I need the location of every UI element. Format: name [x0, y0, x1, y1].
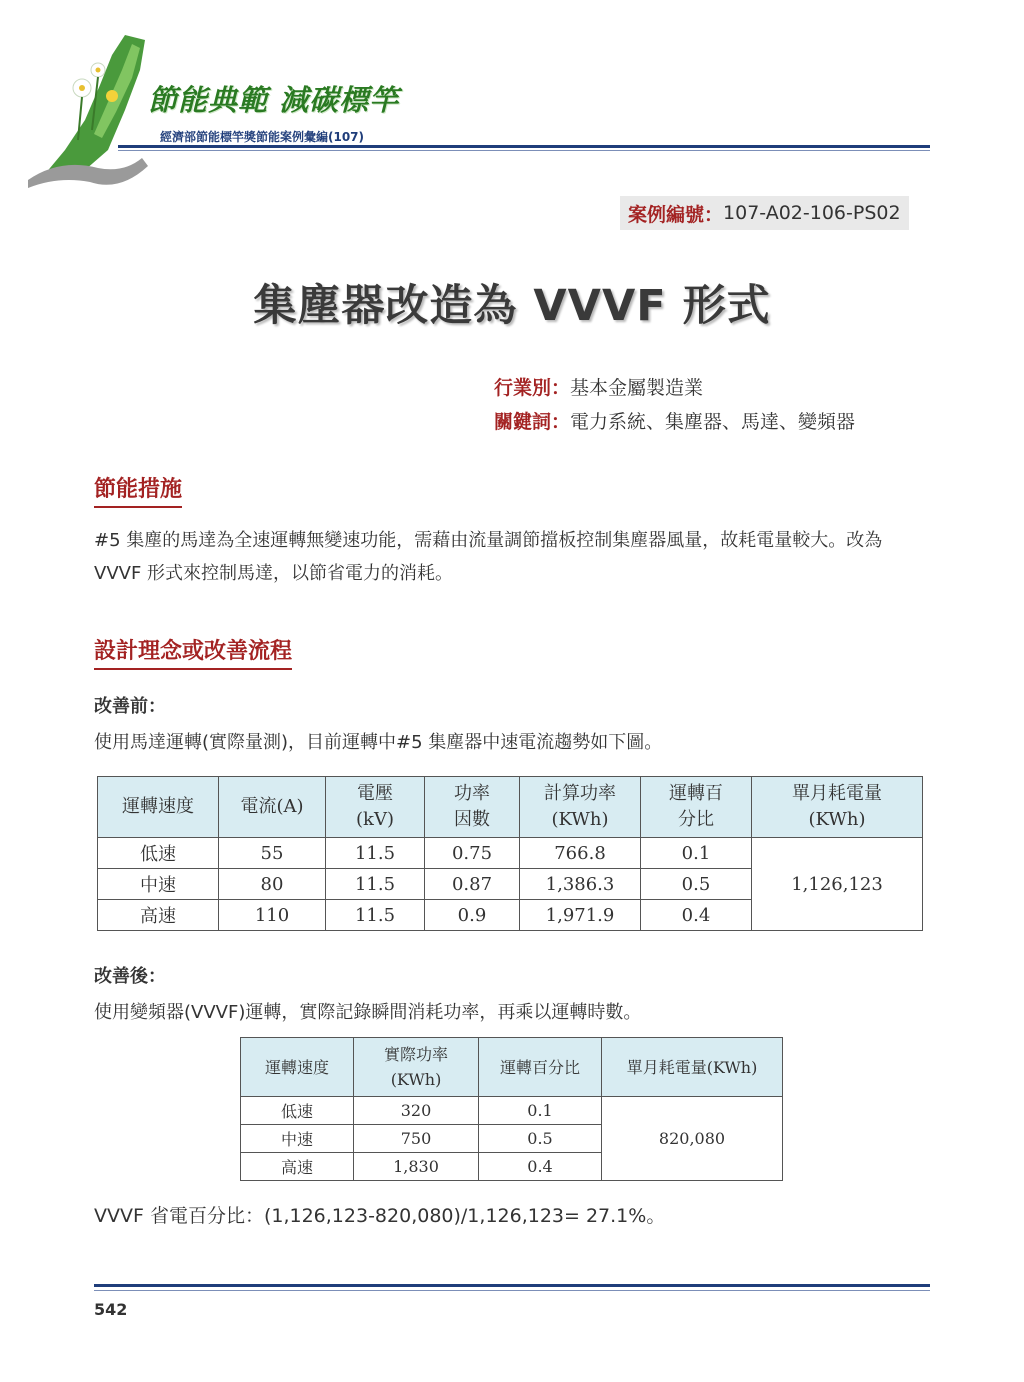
table-cell: 0.5 — [641, 869, 752, 900]
table-cell: 11.5 — [326, 869, 425, 900]
header-text: 電壓 — [357, 783, 393, 804]
table-row — [241, 1097, 783, 1125]
header-text: 電流(A) — [240, 796, 304, 817]
header-text: 單月耗電量(KWh) — [626, 1057, 758, 1077]
header-text: (KWh) — [551, 809, 609, 830]
table-cell: 0.4 — [641, 900, 752, 931]
table-cell: 0.5 — [479, 1125, 602, 1153]
header-text: 運轉百分比 — [499, 1057, 580, 1077]
after-heading: 改善後： — [94, 966, 166, 987]
header-text: 單月耗電量 — [792, 783, 882, 804]
page-title: 集塵器改造為 VVVF 形式 — [253, 281, 771, 331]
section-heading-measures: 節能措施 — [94, 472, 182, 508]
table-cell: 11.5 — [326, 900, 425, 931]
section-heading-design: 設計理念或改善流程 — [94, 634, 292, 670]
footer-divider — [94, 1284, 930, 1287]
header-text: 實際功率 — [383, 1045, 448, 1064]
header-text: 運轉速度 — [122, 796, 194, 817]
table-cell: 766.8 — [520, 838, 641, 869]
table-cell: 55 — [219, 838, 326, 869]
monthly-total-cell: 1,126,123 — [752, 838, 923, 931]
header-cell — [425, 777, 520, 838]
header-text: 因數 — [454, 809, 490, 830]
header-text: (kV) — [356, 809, 394, 830]
table-cell: 80 — [219, 869, 326, 900]
table-cell: 750 — [354, 1125, 479, 1153]
footer-divider-thin — [94, 1290, 930, 1291]
monthly-total-cell: 820,080 — [602, 1097, 783, 1181]
header-text: 運轉速度 — [264, 1057, 329, 1077]
table-cell: 0.87 — [425, 869, 520, 900]
table-cell: 0.4 — [479, 1153, 602, 1181]
table-cell: 11.5 — [326, 838, 425, 869]
table-cell: 低速 — [98, 838, 219, 869]
table-cell: 低速 — [241, 1097, 354, 1125]
keywords-value: 電力系統、集塵器、馬達、變頻器 — [570, 411, 856, 433]
header-cell — [354, 1038, 479, 1097]
table-header-row — [241, 1038, 783, 1097]
header-text: 功率 — [454, 783, 490, 804]
industry-line — [494, 373, 703, 400]
table-cell: 中速 — [241, 1125, 354, 1153]
header-cell — [479, 1038, 602, 1097]
after-table — [240, 1037, 783, 1181]
case-number-box — [620, 196, 909, 230]
header-subtitle: 經濟部節能標竿獎節能案例彙編(107) — [160, 130, 365, 144]
header-text: 計算功率 — [544, 783, 616, 804]
before-table — [97, 776, 923, 931]
table-cell: 中速 — [98, 869, 219, 900]
page-number: 542 — [94, 1300, 128, 1319]
table-row — [98, 838, 923, 869]
table-cell: 0.9 — [425, 900, 520, 931]
keywords-label: 關鍵詞： — [494, 411, 571, 433]
case-number-label: 案例編號： — [628, 203, 724, 226]
table-cell: 高速 — [98, 900, 219, 931]
header-text: (KWh) — [390, 1070, 442, 1089]
keywords-line — [494, 407, 855, 434]
table-cell: 1,830 — [354, 1153, 479, 1181]
header-text: 運轉百 — [669, 783, 723, 804]
header-cell — [219, 777, 326, 838]
table-cell: 110 — [219, 900, 326, 931]
header-cell — [241, 1038, 354, 1097]
header-text: (KWh) — [808, 809, 866, 830]
table-cell: 320 — [354, 1097, 479, 1125]
header-divider-thin — [118, 150, 930, 151]
table-cell: 1,971.9 — [520, 900, 641, 931]
header-divider — [118, 145, 930, 148]
header-cell — [752, 777, 923, 838]
table-header-row — [98, 777, 923, 838]
header-cell — [602, 1038, 783, 1097]
header-title: 節能典範 減碳標竿 — [148, 83, 400, 117]
after-text: 使用變頻器(VVVF)運轉，實際記錄瞬間消耗功率，再乘以運轉時數。 — [94, 1002, 642, 1023]
table-cell: 高速 — [241, 1153, 354, 1181]
header-cell — [326, 777, 425, 838]
table-cell: 0.75 — [425, 838, 520, 869]
header-cell — [98, 777, 219, 838]
measures-paragraph: #5 集塵的馬達為全速運轉無變速功能，需藉由流量調節擋板控制集塵器風量，故耗電量較大。改為 VVVF 形式來控制馬達，以節省電力的消耗。 — [94, 530, 883, 584]
header-cell — [641, 777, 752, 838]
table-cell: 0.1 — [479, 1097, 602, 1125]
before-heading: 改善前： — [94, 696, 166, 717]
table-cell: 1,386.3 — [520, 869, 641, 900]
industry-label: 行業別： — [494, 377, 571, 399]
header-text: 分比 — [678, 809, 714, 830]
industry-value: 基本金屬製造業 — [570, 377, 704, 399]
table-cell: 0.1 — [641, 838, 752, 869]
case-number-value: 107-A02-106-PS02 — [723, 202, 901, 224]
header-cell — [520, 777, 641, 838]
savings-result-text: VVVF 省電百分比：(1,126,123-820,080)/1,126,123= 27.1%。 — [94, 1205, 666, 1227]
before-text: 使用馬達運轉(實際量測)，目前運轉中#5 集塵器中速電流趨勢如下圖。 — [94, 732, 663, 753]
